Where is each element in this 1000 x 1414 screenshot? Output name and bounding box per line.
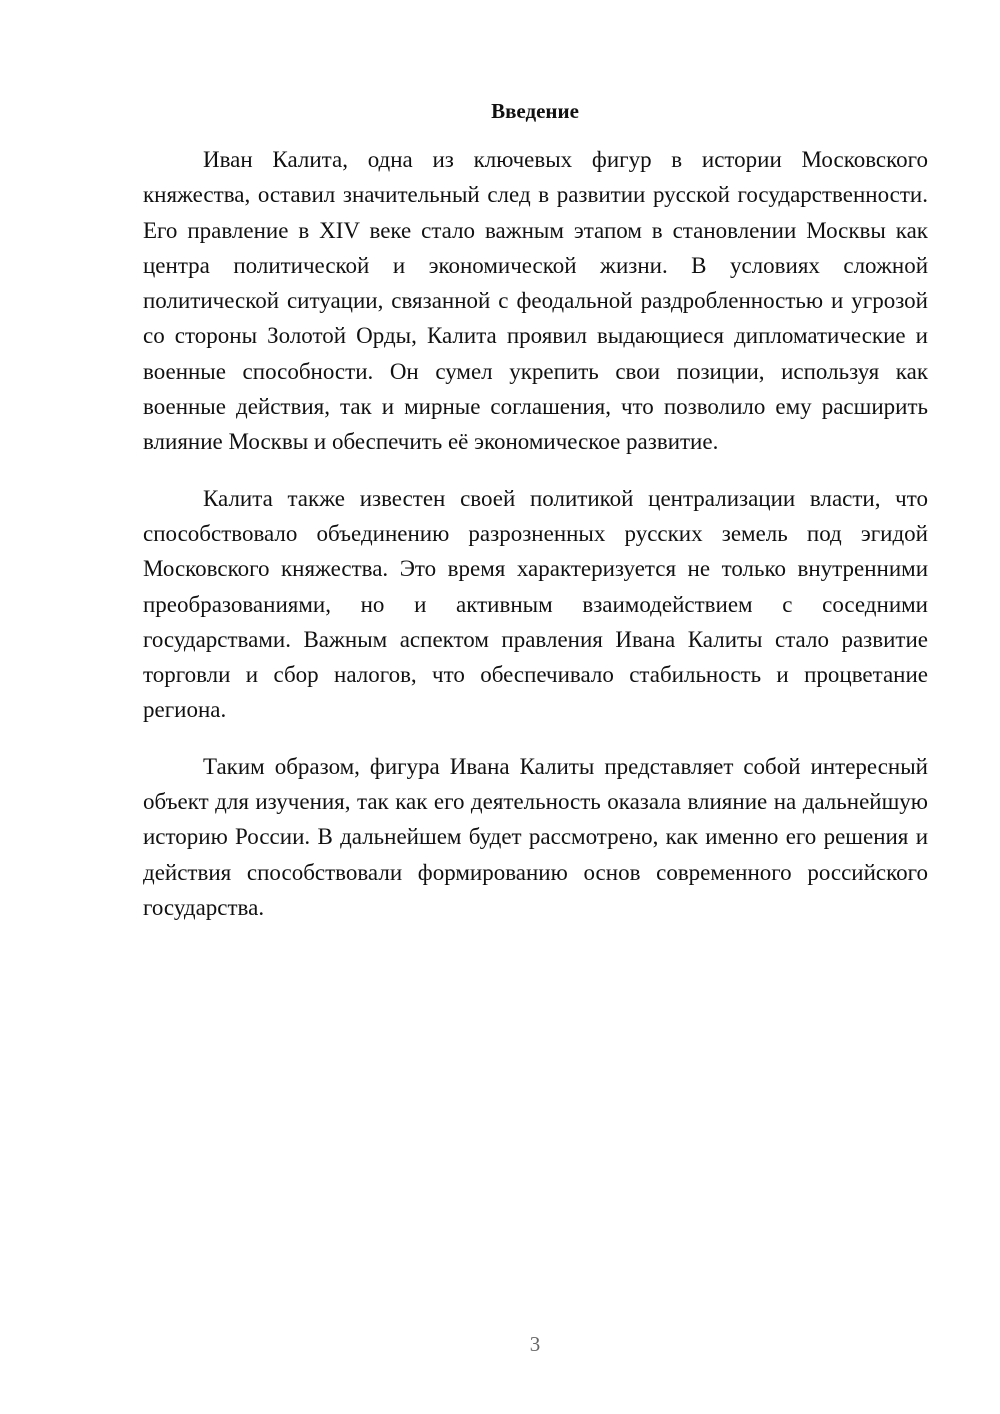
paragraph-2: Калита также известен своей политикой централизации власти, что способствовало объединению разрозненных русских земель под эгидой Московского княжества. Это время характеризуется не только внутренними преобразованиями, но и активным взаимодействием с соседними государствами. Важным аспектом правления Ивана Калиты стало развитие торговли и сбор налогов, что обеспечивало стабильность и процветание региона. <box>143 485 928 723</box>
section-heading: Введение <box>491 99 579 123</box>
paragraph-1: Иван Калита, одна из ключевых фигур в истории Московского княжества, оставил значительный след в развитии русской государственности. Его правление в XIV веке стало важным этапом в становлении Москвы как центра политической и экономической жизни. В условиях сложной политической ситуации, связанной с феодальной раздробленностью и угрозой со стороны Золотой Орды, Калита проявил выдающиеся дипломатические и военные способности. Он сумел укрепить свои позиции, используя как военные действия, так и мирные соглашения, что позволило ему расширить влияние Москвы и обеспечить её экономическое развитие. <box>143 147 928 455</box>
page-number: 3 <box>529 1332 541 1356</box>
body-text <box>143 142 928 946</box>
paragraph-3: Таким образом, фигура Ивана Калиты представляет собой интересный объект для изучения, так как его деятельность оказала влияние на дальнейшую историю России. В дальнейшем будет рассмотрено, как именно его решения и действия способствовали формированию основ современного российского государства. <box>143 753 928 920</box>
